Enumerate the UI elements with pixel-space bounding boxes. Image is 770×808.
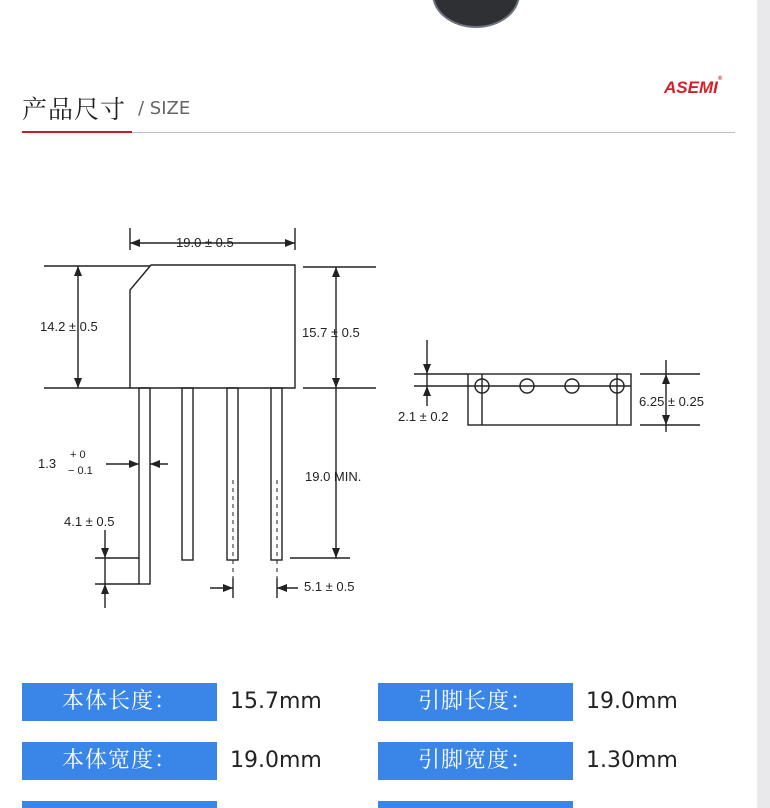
dim-pin-offset: 4.1 ± 0.5 [64, 514, 115, 529]
dim-pin-pitch: 5.1 ± 0.5 [304, 579, 355, 594]
spec-value-lead-length: 19.0mm [586, 689, 678, 714]
dim-top-width: 19.0 ± 0.5 [176, 235, 234, 250]
spec-label-body-width: 本体宽度： [22, 742, 217, 780]
dim-side-thickness: 2.1 ± 0.2 [398, 409, 449, 424]
registered-mark: ® [717, 76, 723, 82]
spec-value-lead-width: 1.30mm [586, 748, 678, 773]
dim-pin-width-tol-lower: − 0.1 [68, 465, 93, 477]
section-subtitle: / SIZE [138, 98, 191, 119]
spec-value-body-width: 19.0mm [230, 748, 322, 773]
brand-logo-text: ASEMI [664, 78, 718, 97]
dim-body-height: 15.7 ± 0.5 [302, 325, 360, 340]
dim-pin-width: 1.3 [38, 456, 57, 471]
section-title: 产品尺寸 [22, 95, 127, 124]
spec-label-next-row [22, 801, 217, 808]
dim-pin-width-tol-upper: + 0 [70, 449, 86, 461]
dim-lead-length: 19.0 MIN. [305, 469, 362, 484]
dim-left-height: 14.2 ± 0.5 [40, 319, 98, 334]
spec-label-lead-length: 引脚长度： [378, 683, 573, 721]
spec-label-body-length: 本体长度： [22, 683, 217, 721]
spec-label-next-row [378, 801, 573, 808]
spec-value-body-length: 15.7mm [230, 689, 322, 714]
spec-label-lead-width: 引脚宽度： [378, 742, 573, 780]
dim-side-depth: 6.25 ± 0.25 [639, 394, 704, 409]
